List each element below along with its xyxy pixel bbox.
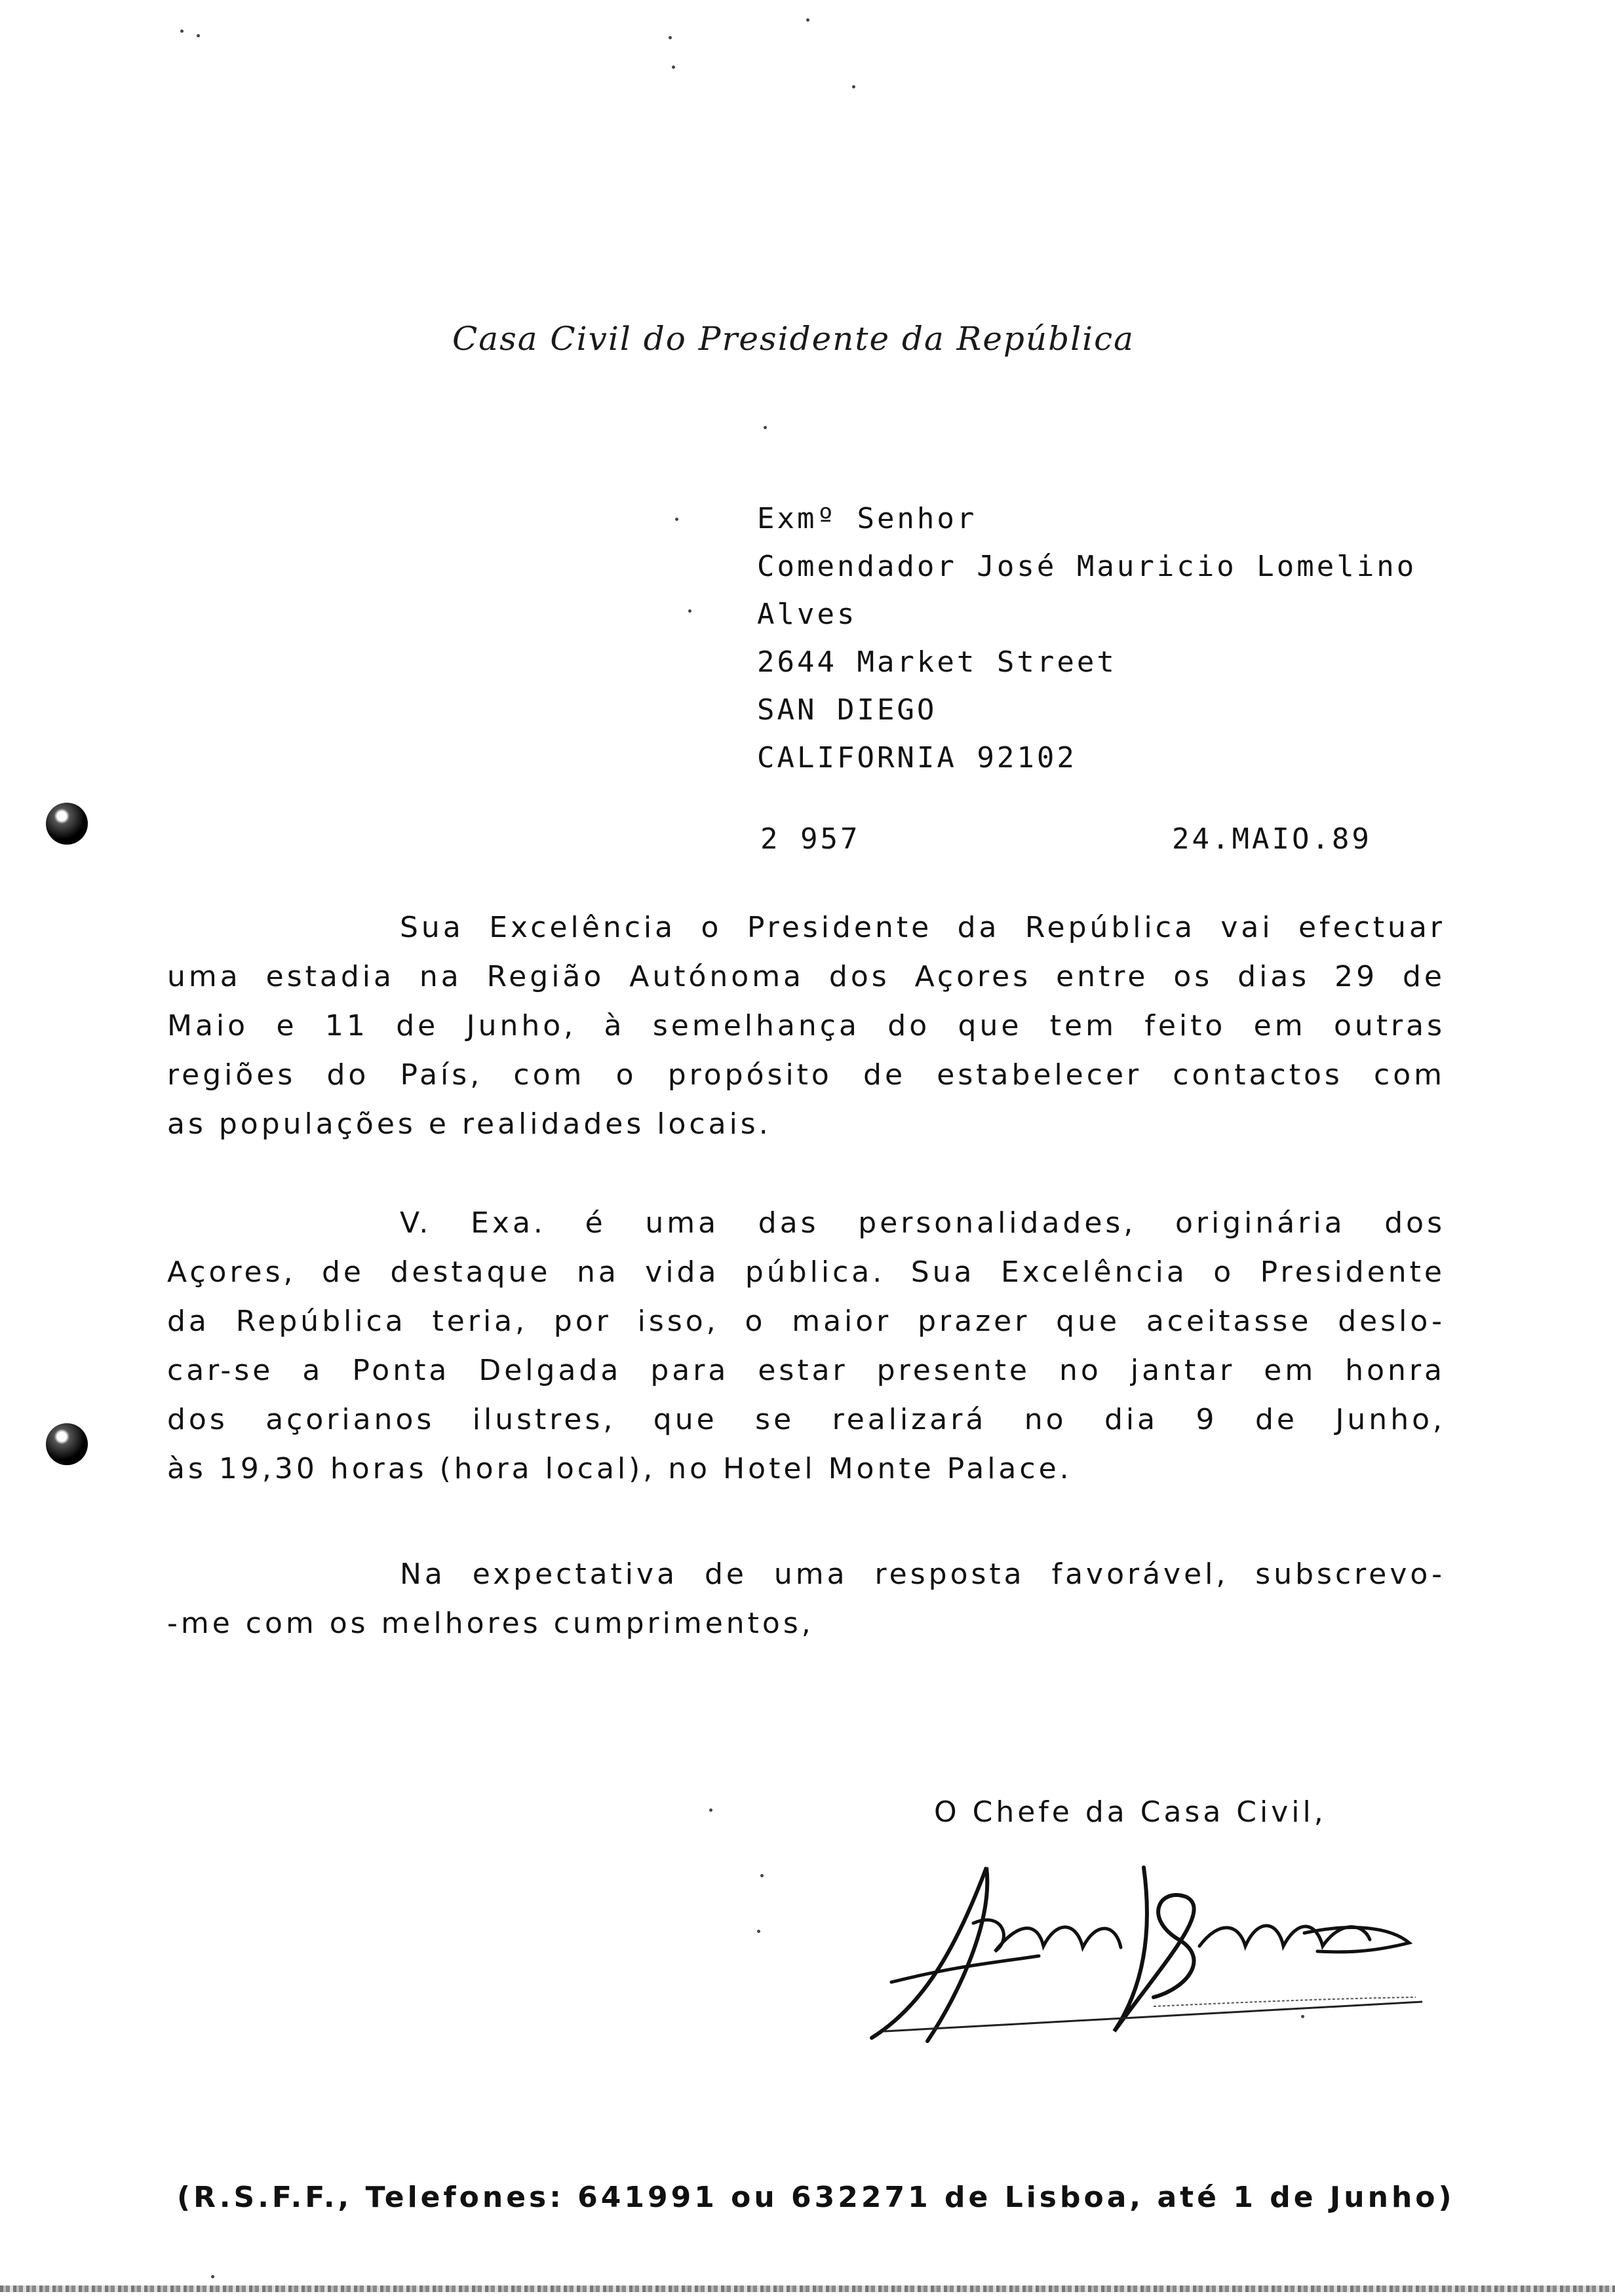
body-paragraph-3: [167, 1550, 1445, 1648]
scan-speck: [764, 426, 767, 429]
address-line: 2644 Market Street: [757, 645, 1117, 679]
body-paragraph-1: [167, 903, 1445, 1149]
text-line: V. Exa. é uma das personalidades, originária dos: [400, 1206, 1445, 1240]
text-line: da República teria, por isso, o maior prazer que aceitasse deslo-: [167, 1305, 1445, 1338]
scan-speck: [180, 29, 184, 33]
punch-hole: [46, 1423, 88, 1465]
scan-edge: [0, 2286, 1615, 2292]
text-line: as populações e realidades locais.: [167, 1107, 771, 1141]
scan-speck: [688, 609, 691, 613]
scan-speck: [806, 18, 809, 22]
signature: [846, 1841, 1422, 2051]
address-line: Comendador José Mauricio Lomelino: [757, 550, 1417, 583]
text-line: às 19,30 horas (hora local), no Hotel Monte Palace.: [167, 1452, 1072, 1485]
address-line: Alves: [757, 598, 857, 631]
address-line: CALIFORNIA 92102: [757, 741, 1077, 775]
text-line: car-se a Ponta Delgada para estar presente no jantar em honra: [167, 1354, 1445, 1387]
text-line: Na expectativa de uma resposta favorável, subscrevo-: [400, 1558, 1445, 1591]
scan-speck: [672, 66, 675, 69]
letter-date: 24.MAIO.89: [1172, 822, 1372, 856]
reference-number: 2 957: [760, 822, 861, 856]
scan-speck: [709, 1808, 712, 1812]
text-line: regiões do País, com o propósito de estabelecer contactos com: [167, 1058, 1445, 1092]
scan-speck: [669, 36, 672, 39]
scan-speck: [757, 1930, 760, 1933]
scan-speck: [211, 2275, 214, 2278]
recipient-address: [757, 495, 1416, 782]
scan-speck: [197, 34, 200, 37]
text-line: -me com os melhores cumprimentos,: [167, 1607, 814, 1640]
text-line: Sua Excelência o Presidente da República vai efectuar: [400, 911, 1445, 944]
body-paragraph-2: [167, 1198, 1445, 1493]
footer-note: (R.S.F.F., Telefones: 641991 ou 632271 de Lisboa, até 1 de Junho): [177, 2181, 1455, 2214]
address-line: SAN DIEGO: [757, 693, 937, 727]
text-line: Maio e 11 de Junho, à semelhança do que tem feito em outras: [167, 1009, 1445, 1043]
scan-speck: [760, 1874, 764, 1877]
text-line: dos açorianos ilustres, que se realizará no dia 9 de Junho,: [167, 1403, 1445, 1436]
address-line: Exmº Senhor: [757, 502, 977, 535]
text-line: uma estadia na Região Autónoma dos Açores entre os dias 29 de: [167, 960, 1445, 993]
closing-title: O Chefe da Casa Civil,: [934, 1795, 1327, 1829]
scan-speck: [675, 518, 678, 521]
letterhead: Casa Civil do Presidente da República: [452, 320, 1135, 358]
text-line: Açores, de destaque na vida pública. Sua Excelência o Presidente: [167, 1255, 1445, 1289]
scan-speck: [852, 85, 855, 88]
punch-hole: [46, 803, 88, 845]
